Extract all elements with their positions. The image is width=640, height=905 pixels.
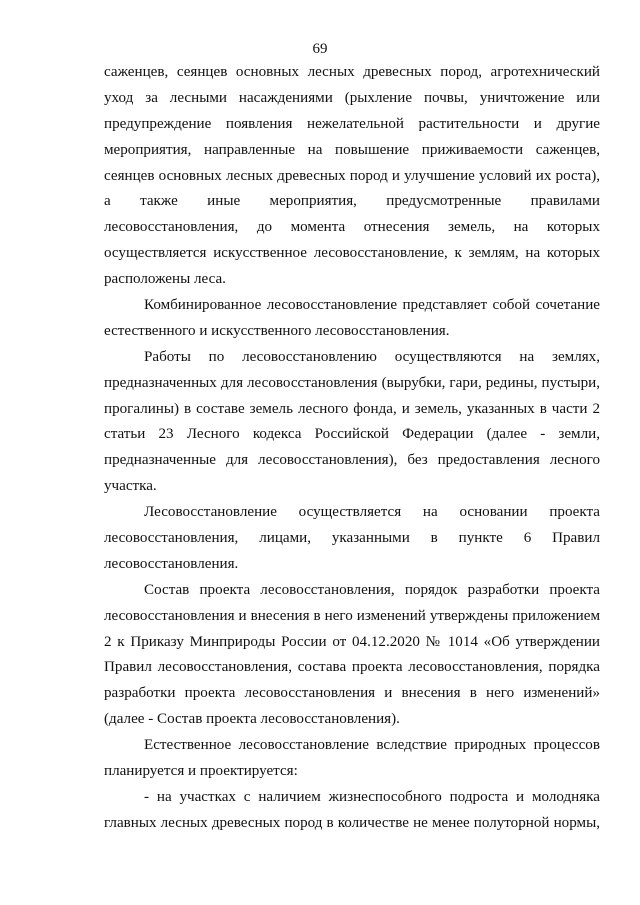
text-line: предназначенных для лесовосстановления (вырубки, гари, редины, пустыри,	[104, 374, 600, 391]
text-line: разработки проекта лесовосстановления и внесения в него изменений»	[104, 685, 600, 702]
text-line: главных лесных древесных пород в количестве не менее полуторной нормы,	[104, 814, 600, 831]
text-line: предупреждение появления нежелательной растительности и другие	[104, 115, 600, 132]
text-line: - на участках с наличием жизнеспособного подроста и молодняка	[144, 788, 600, 805]
text-line: расположены леса.	[104, 271, 226, 288]
paragraph	[104, 500, 600, 578]
text-line: саженцев, сеянцев основных лесных древесных пород, агротехнический	[104, 64, 600, 80]
text-line: а также иные мероприятия, предусмотренные правилами	[104, 193, 600, 210]
page-number: 69	[312, 41, 328, 57]
text-line: 2 к Приказу Минприроды России от 04.12.2020 № 1014 «Об утверждении	[104, 633, 600, 650]
text-line: прогалины) в составе земель лесного фонда, и земель, указанных в части 2	[104, 400, 600, 417]
text-line: статьи 23 Лесного кодекса Российской Федерации (далее - земли,	[104, 426, 600, 443]
paragraph	[104, 578, 600, 733]
text-line: Комбинированное лесовосстановление представляет собой сочетание	[144, 297, 600, 314]
text-line: лесовосстановления, лицами, указанными в пункте 6 Правил	[104, 530, 600, 547]
paragraph	[104, 60, 600, 293]
text-line: лесовосстановления.	[104, 555, 239, 572]
text-line: Работы по лесовосстановлению осуществляются на землях,	[144, 348, 600, 365]
text-line: Правил лесовосстановления, состава проекта лесовосстановления, порядка	[104, 659, 600, 676]
text-line: лесовосстановления и внесения в него изменений утверждены приложением	[104, 607, 600, 624]
text-line: лесовосстановления, до момента отнесения земель, на которых	[104, 219, 600, 236]
paragraph	[104, 345, 600, 500]
text-line: естественного и искусственного лесовосстановления.	[104, 322, 450, 339]
text-line: Состав проекта лесовосстановления, порядок разработки проекта	[144, 581, 600, 598]
text-line: Естественное лесовосстановление вследствие природных процессов	[144, 737, 600, 754]
document-body	[104, 60, 600, 837]
text-line: уход за лесными насаждениями (рыхление почвы, уничтожение или	[104, 89, 600, 106]
paragraph	[104, 733, 600, 785]
text-line: предназначенные для лесовосстановления), без предоставления лесного	[104, 452, 600, 469]
text-line: мероприятия, направленные на повышение приживаемости саженцев,	[104, 141, 600, 158]
text-line: участка.	[104, 478, 157, 495]
paragraph	[104, 785, 600, 837]
text-line: планируется и проектируется:	[104, 763, 298, 780]
text-line: сеянцев основных лесных древесных пород и улучшение условий их роста),	[104, 167, 600, 184]
text-line: Лесовосстановление осуществляется на основании проекта	[144, 504, 600, 521]
text-line: осуществляется искусственное лесовосстановление, к землям, на которых	[104, 245, 600, 262]
text-line: (далее - Состав проекта лесовосстановления).	[104, 711, 400, 728]
paragraph	[104, 293, 600, 345]
